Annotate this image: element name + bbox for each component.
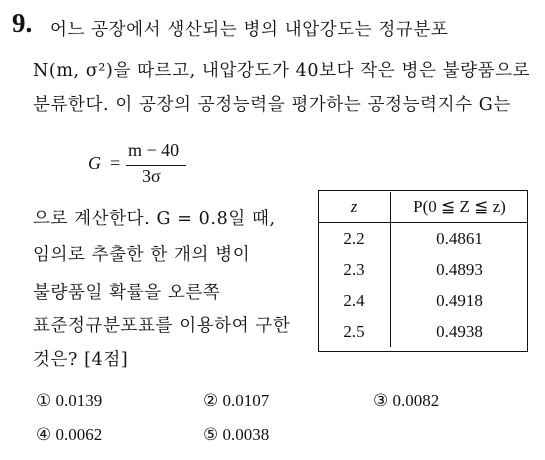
formula-lhs: G bbox=[88, 153, 101, 173]
table-row bbox=[318, 285, 528, 316]
answer-choice-1[interactable]: ① 0.0139 bbox=[36, 391, 103, 410]
table-header-z: z bbox=[318, 192, 391, 223]
question-text-line-7: 표준정규분포표를 이용하여 구한 bbox=[33, 316, 291, 336]
table-cell-z: 2.5 bbox=[318, 316, 391, 347]
table-row bbox=[318, 316, 528, 347]
table-cell-probability: 0.4861 bbox=[436, 228, 483, 248]
answer-choice-2[interactable]: ② 0.0107 bbox=[203, 391, 270, 410]
formula-numerator: m − 40 bbox=[128, 140, 180, 160]
table-header-probability: P(0 ≦ Z ≦ z) bbox=[391, 192, 529, 223]
question-text-line-6: 불량품일 확률을 오른쪽 bbox=[33, 283, 221, 303]
answer-choice-5[interactable]: ⑤ 0.0038 bbox=[203, 425, 270, 444]
formula-equals: = bbox=[110, 153, 121, 173]
question-text-line-8: 것은? [4점] bbox=[33, 350, 129, 370]
question-text-line-1: 어느 공장에서 생산되는 병의 내압강도는 정규분포 bbox=[50, 20, 449, 40]
question-text-line-5: 임의로 추출한 한 개의 병이 bbox=[33, 245, 251, 265]
table-row bbox=[318, 223, 528, 255]
formula-denominator: 3σ bbox=[142, 166, 161, 186]
answer-choice-4[interactable]: ④ 0.0062 bbox=[36, 425, 103, 444]
table-cell-probability: 0.4918 bbox=[436, 290, 483, 310]
table-cell-z: 2.3 bbox=[318, 254, 391, 285]
table-header-row bbox=[318, 192, 528, 223]
question-text-line-2: N(m, σ²)을 따르고, 내압강도가 40보다 작은 병은 불량품으로 bbox=[33, 61, 531, 81]
question-text-line-4: 으로 계산한다. G = 0.8일 때, bbox=[33, 209, 276, 229]
table-row bbox=[318, 254, 528, 285]
question-number: 9. bbox=[12, 8, 33, 38]
table-cell-probability: 0.4938 bbox=[436, 321, 483, 341]
question-text-line-3: 분류한다. 이 공장의 공정능력을 평가하는 공정능력지수 G는 bbox=[33, 95, 511, 115]
table-cell-z: 2.4 bbox=[318, 285, 391, 316]
table-cell-probability: 0.4893 bbox=[436, 259, 483, 279]
table-cell-z: 2.2 bbox=[318, 223, 391, 255]
answer-choice-3[interactable]: ③ 0.0082 bbox=[373, 391, 440, 410]
standard-normal-table bbox=[318, 192, 528, 347]
